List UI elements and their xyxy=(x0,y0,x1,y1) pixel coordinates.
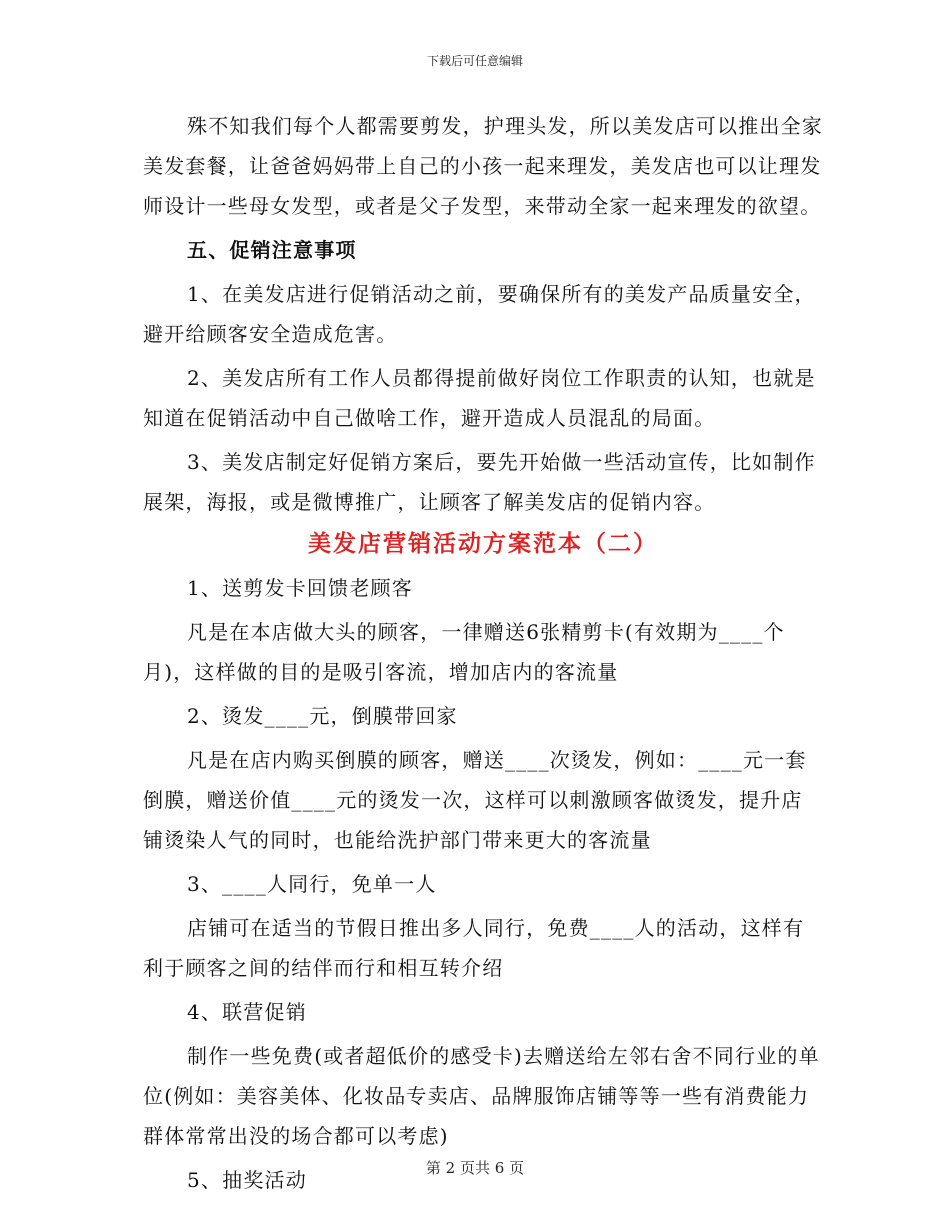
page-header: 下载后可任意编辑 xyxy=(426,54,523,68)
item-4-body: 制作一些免费(或者超低价的感受卡)去赠送给左邻右舍不同行业的单位(例如：美容美体、化妆品专卖店、品牌服饰店铺等等一些有消费能力群体常常出没的场合都可以考虑) xyxy=(143,1044,820,1148)
item-2-heading: 2、烫发____元，倒膜带回家 xyxy=(187,704,458,728)
note-item-1: 1、在美发店进行促销活动之前，要确保所有的美发产品质量安全，避开给顾客安全造成危害。 xyxy=(143,282,816,346)
document-body xyxy=(143,106,823,1204)
item-1-heading: 1、送剪发卡回馈老顾客 xyxy=(187,576,413,600)
item-1-body: 凡是在本店做大头的顾客，一律赠送6张精剪卡(有效期为____个月)，这样做的目的是吸引客流，增加店内的客流量 xyxy=(143,620,785,684)
note-item-3: 3、美发店制定好促销方案后，要先开始做一些活动宣传，比如制作展架，海报，或是微博推广，让顾客了解美发店的促销内容。 xyxy=(143,450,816,514)
item-3-heading: 3、____人同行，免单一人 xyxy=(187,872,437,896)
item-2-body: 凡是在店内购买倒膜的顾客，赠送____次烫发，例如：____元一套倒膜，赠送价值____元的烫发一次，这样可以刺激顾客做烫发，提升店铺烫染人气的同时，也能给洗护部门带来更大的客流量 xyxy=(143,748,807,852)
section-title: 美发店营销活动方案范本（二） xyxy=(308,531,658,557)
item-5-heading: 5、抽奖活动 xyxy=(187,1168,307,1192)
note-item-2: 2、美发店所有工作人员都得提前做好岗位工作职责的认知，也就是知道在促销活动中自己做啥工作，避开造成人员混乱的局面。 xyxy=(143,366,816,430)
item-4-heading: 4、联营促销 xyxy=(187,1000,307,1024)
page-footer: 第 2 页共 6 页 xyxy=(425,1159,525,1177)
paragraph-family-package: 殊不知我们每个人都需要剪发，护理头发，所以美发店可以推出全家美发套餐，让爸爸妈妈带上自己的小孩一起来理发，美发店也可以让理发师设计一些母女发型，或者是父子发型，来带动全家一起来理发的欲望。 xyxy=(143,114,823,218)
heading-promotion-notes: 五、促销注意事项 xyxy=(187,238,357,262)
item-3-body: 店铺可在适当的节假日推出多人同行，免费____人的活动，这样有利于顾客之间的结伴而行和相互转介绍 xyxy=(143,916,805,980)
